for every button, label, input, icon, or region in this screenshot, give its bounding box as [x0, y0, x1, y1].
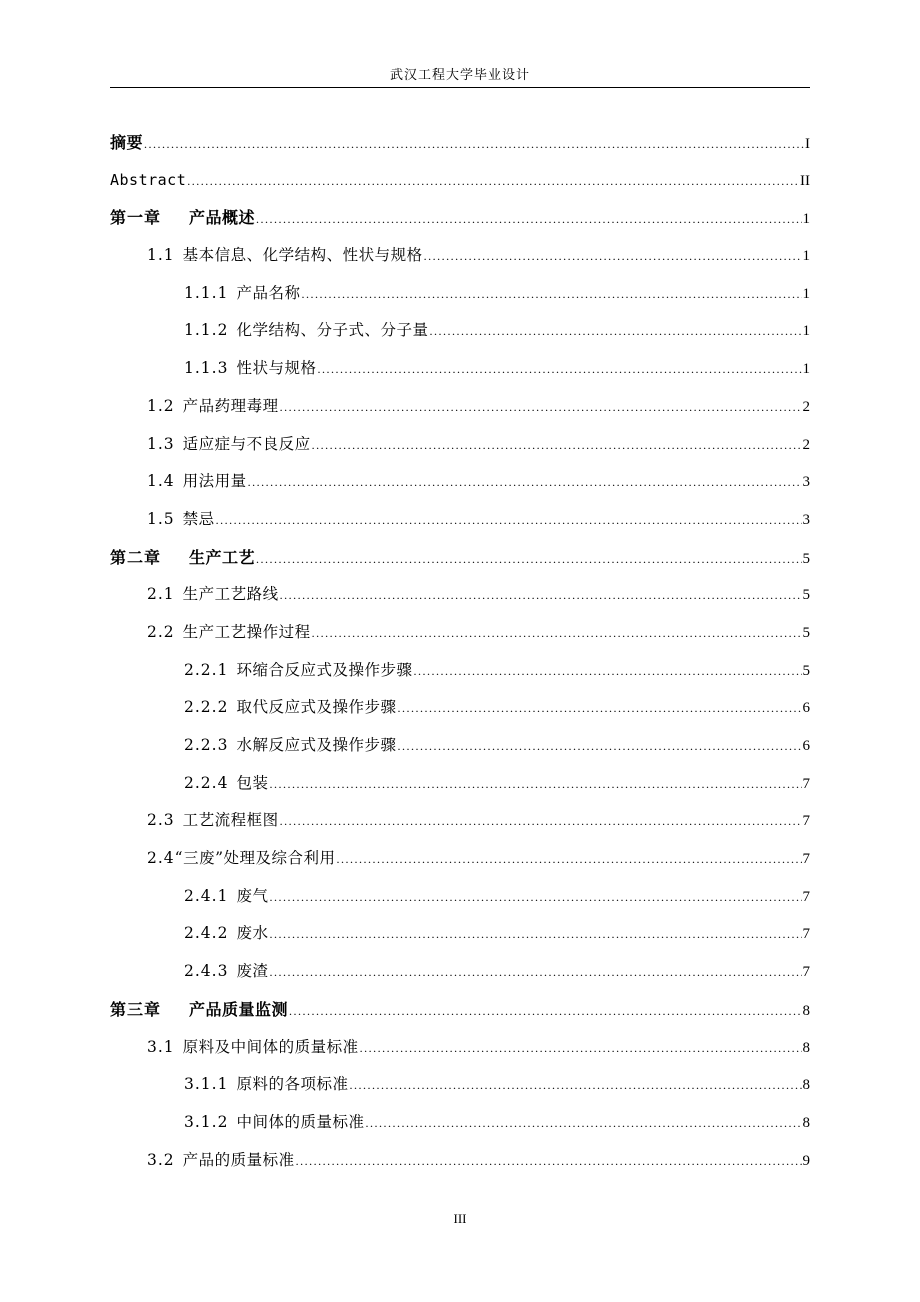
toc-entry-page: II [800, 172, 810, 189]
toc-leader-dots [269, 766, 801, 804]
toc-entry-number: 1.1.1 [184, 283, 229, 302]
toc-entry-title: 取代反应式及操作步骤 [236, 698, 397, 717]
toc-entry-number: 1.2 [147, 396, 175, 415]
toc-leader-dots [248, 464, 802, 502]
toc-entry-page: 5 [802, 550, 810, 567]
toc-entry-title: 水解反应式及操作步骤 [236, 736, 397, 754]
toc-leader-dots [256, 541, 801, 579]
toc-entry[interactable] [110, 199, 810, 237]
toc-entry-number: 2.2 [147, 622, 175, 641]
toc-entry-number: 1.1 [147, 246, 175, 265]
toc-leader-dots [429, 313, 801, 351]
toc-entry[interactable] [110, 1066, 810, 1104]
toc-entry-number: 2.3 [147, 811, 175, 830]
toc-entry-title: 产品名称 [236, 283, 301, 302]
toc-entry-number: 1.1.2 [184, 321, 229, 340]
toc-entry-number: 第三章 [110, 999, 162, 1019]
toc-leader-dots [397, 690, 801, 728]
toc-leader-dots [289, 993, 801, 1031]
toc-leader-dots [187, 163, 799, 201]
toc-entry-page: 7 [802, 813, 810, 830]
toc-leader-dots [337, 841, 802, 879]
toc-leader-dots [269, 916, 801, 954]
toc-entry-page: 2 [802, 398, 810, 415]
toc-entry-page: 9 [802, 1152, 810, 1169]
toc-entry-page: I [805, 136, 810, 152]
toc-entry-number: 2.4.1 [184, 886, 229, 905]
toc-entry-number: 1.1.3 [184, 359, 229, 378]
toc-entry-page: 1 [802, 211, 810, 228]
toc-entry[interactable] [110, 1142, 810, 1180]
toc-entry-page: 7 [802, 926, 810, 943]
toc-entry-number: 2.2.1 [184, 660, 229, 679]
toc-entry-title: 产品质量监测 [189, 999, 289, 1019]
toc-entry[interactable] [110, 652, 810, 690]
toc-entry[interactable] [110, 501, 810, 539]
toc-leader-dots [424, 238, 802, 276]
toc-entry[interactable] [110, 124, 810, 162]
toc-entry[interactable] [110, 878, 810, 916]
toc-leader-dots [413, 653, 801, 691]
toc-entry-number: 2.4.2 [184, 924, 229, 943]
toc-leader-dots [280, 389, 802, 427]
toc-entry-title: 生产工艺操作过程 [182, 622, 311, 641]
toc-leader-dots [312, 427, 802, 465]
toc-entry-page: 6 [802, 700, 810, 717]
toc-entry-title: 摘要 [110, 133, 144, 152]
toc-entry-title: 基本信息、化学结构、性状与规格 [182, 246, 423, 265]
toc-entry[interactable] [110, 689, 810, 727]
toc-entry-page: 7 [802, 964, 810, 981]
toc-entry[interactable] [110, 953, 810, 991]
toc-entry[interactable] [110, 312, 810, 350]
toc-entry[interactable] [110, 463, 810, 501]
toc-leader-dots [301, 276, 801, 314]
toc-entry[interactable] [110, 275, 810, 313]
table-of-contents [110, 124, 810, 1179]
toc-entry-title: 用法用量 [182, 472, 247, 491]
toc-entry-page: 7 [802, 851, 810, 868]
toc-entry-title: 中间体的质量标准 [236, 1112, 365, 1131]
toc-entry[interactable] [110, 840, 810, 878]
toc-entry-page: 3 [802, 474, 810, 491]
toc-entry[interactable] [110, 991, 810, 1029]
toc-leader-dots [280, 577, 802, 615]
toc-entry-page: 8 [802, 1114, 810, 1131]
toc-entry-number: 1.4 [147, 472, 175, 491]
toc-entry-number: 3.1.1 [184, 1075, 229, 1094]
toc-entry-title: 产品概述 [189, 208, 256, 228]
toc-entry-title: 生产工艺路线 [182, 585, 279, 604]
toc-entry-title: 产品药理毒理 [182, 396, 279, 415]
toc-entry-title: 化学结构、分子式、分子量 [236, 321, 429, 340]
toc-leader-dots [360, 1030, 802, 1068]
toc-entry-page: 6 [802, 738, 810, 754]
toc-entry-page: 3 [802, 511, 810, 528]
toc-entry-page: 5 [802, 662, 810, 679]
toc-entry-title: 包装 [236, 773, 269, 792]
toc-entry-number: 第二章 [110, 547, 162, 567]
toc-leader-dots [256, 201, 801, 239]
toc-entry[interactable] [110, 614, 810, 652]
toc-entry[interactable] [110, 237, 810, 275]
toc-entry-number: 2.2.2 [184, 698, 229, 717]
toc-entry-page: 1 [802, 285, 810, 302]
toc-entry-page: 7 [802, 775, 810, 792]
toc-entry-title: 性状与规格 [236, 359, 317, 378]
toc-entry[interactable] [110, 1029, 810, 1067]
page-number: III [453, 1211, 467, 1226]
toc-entry-title: 废渣 [236, 962, 269, 981]
toc-leader-dots [269, 879, 801, 917]
toc-leader-dots [349, 1067, 801, 1105]
toc-entry-title: 生产工艺 [189, 547, 256, 567]
toc-entry[interactable] [110, 1104, 810, 1142]
toc-leader-dots [312, 615, 802, 653]
toc-entry[interactable] [110, 765, 810, 803]
toc-entry-title: 环缩合反应式及操作步骤 [236, 660, 413, 679]
toc-entry-number: 2.2.4 [184, 773, 229, 792]
toc-entry-page: 7 [802, 888, 810, 905]
toc-entry-title: 原料及中间体的质量标准 [182, 1037, 359, 1056]
toc-entry[interactable] [110, 162, 810, 200]
toc-entry[interactable] [110, 388, 810, 426]
toc-entry-page: 5 [802, 587, 810, 604]
toc-leader-dots [216, 502, 802, 540]
toc-entry-number: 2.4 [147, 849, 175, 868]
toc-entry[interactable] [110, 350, 810, 388]
toc-entry-title: “三废”处理及综合利用 [174, 849, 336, 868]
toc-entry-title: Abstract [110, 170, 187, 189]
toc-entry-page: 8 [802, 1002, 810, 1019]
toc-entry-page: 1 [802, 361, 810, 378]
toc-leader-dots [269, 954, 801, 992]
toc-leader-dots [397, 728, 801, 766]
toc-entry[interactable] [110, 539, 810, 577]
toc-entry-number: 2.4.3 [184, 962, 229, 981]
toc-entry-number: 2.1 [147, 585, 175, 604]
header-divider [110, 87, 810, 88]
toc-entry[interactable] [110, 426, 810, 464]
toc-entry-page: 1 [802, 248, 810, 265]
toc-entry[interactable] [110, 576, 810, 614]
page-header: 武汉工程大学毕业设计 [389, 68, 530, 83]
toc-entry-number: 3.1.2 [184, 1112, 229, 1131]
toc-entry-title: 禁忌 [182, 509, 215, 528]
toc-entry-title: 工艺流程框图 [182, 811, 279, 830]
toc-leader-dots [317, 351, 801, 389]
toc-entry-page: 8 [802, 1039, 810, 1056]
toc-entry-number: 1.3 [147, 434, 175, 453]
toc-entry[interactable] [110, 727, 810, 765]
toc-entry-number: 3.2 [147, 1150, 175, 1169]
toc-entry-page: 5 [802, 624, 810, 641]
toc-entry-title: 废水 [236, 924, 269, 943]
toc-entry-number: 2.2.3 [184, 736, 229, 754]
toc-leader-dots [144, 126, 804, 164]
toc-leader-dots [365, 1105, 801, 1143]
toc-leader-dots [280, 803, 802, 841]
toc-entry[interactable] [110, 915, 810, 953]
toc-entry-title: 废气 [236, 886, 269, 905]
toc-entry-title: 适应症与不良反应 [182, 434, 311, 453]
toc-leader-dots [296, 1143, 802, 1181]
toc-entry-number: 3.1 [147, 1037, 175, 1056]
toc-entry-title: 原料的各项标准 [236, 1075, 349, 1094]
toc-entry-number: 1.5 [147, 509, 175, 528]
toc-entry-page: 8 [802, 1077, 810, 1094]
toc-entry-page: 2 [802, 436, 810, 453]
toc-entry-page: 1 [802, 323, 810, 340]
toc-entry-number: 第一章 [110, 208, 162, 228]
toc-entry-title: 产品的质量标准 [182, 1150, 295, 1169]
toc-entry[interactable] [110, 802, 810, 840]
